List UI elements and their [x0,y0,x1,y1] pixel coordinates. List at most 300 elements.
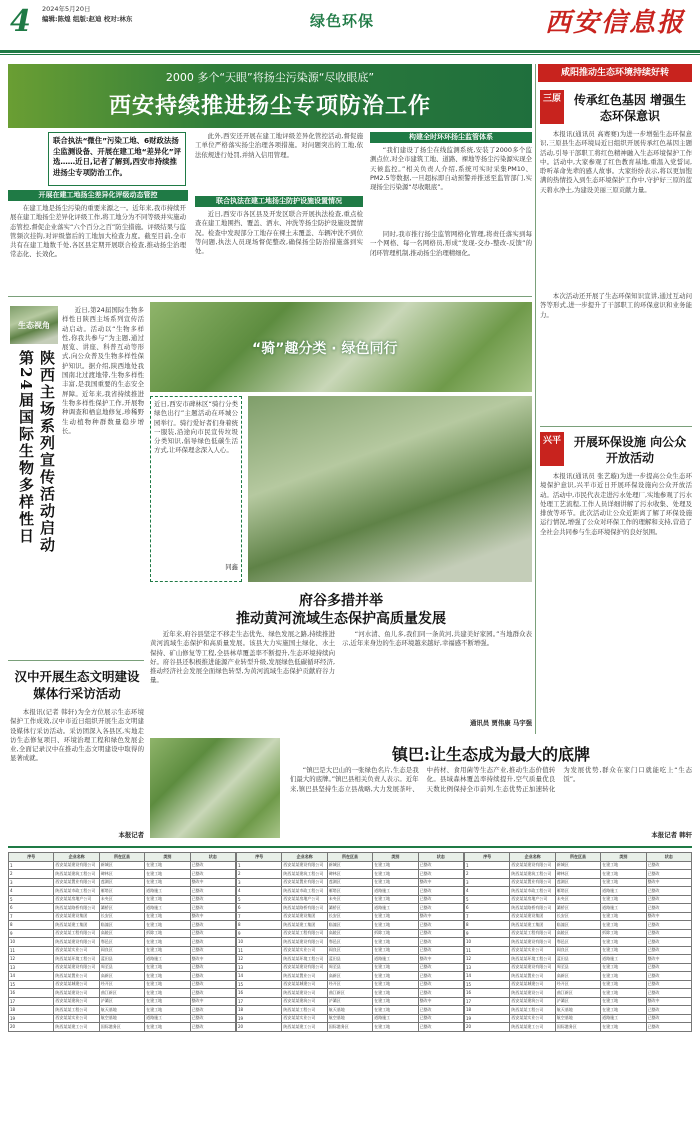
table-cell: 莲湖区 [555,878,600,887]
table-cell: 已整改 [190,1014,235,1023]
table-cell: 陕西某某路桥有限公司 [510,904,555,913]
table-cell: 道路施工 [373,904,418,913]
table-cell: 20 [465,1023,510,1032]
table-header-cell: 状态 [646,853,691,862]
col3-text2: 同时,我市推行扬尘监管网格化管理,将责任落实到每一个网格、每一名网格员,形成“发现-交办-整改-反馈”的闭环管理机制,推动扬尘治理精细化。 [370,230,532,257]
table-cell: 长安区 [99,912,144,921]
table-cell: 陕西某某环境工程公司 [54,955,99,964]
table-cell: 已整改 [418,963,463,972]
table-row [465,1014,692,1023]
table-header-cell: 类别 [145,853,190,862]
xingping-text: 本报讯(通讯员 张艺璇)为进一步提高公众生态环境保护意识,兴平市近日开展环保设施向公众开放活动。活动中,市民代表走进污水处理厂,实地参观了污水处理工艺流程,工作人员详细讲解了污水收集、处理及排放等环节。此次活动让公众近距离了解了环保设施运行情况,增强了公众对环保工作的理解和支持,营造了全社会共同参与生态环境保护的良好氛围。 [540,472,692,536]
table-row [237,989,464,998]
table-cell: 11 [237,946,282,955]
table-cell: 西安某某建设集团 [54,912,99,921]
table-row [237,1023,464,1032]
table-cell: 9 [237,929,282,938]
table-header-cell: 类别 [601,853,646,862]
table-row [465,955,692,964]
table-cell: 1 [237,861,282,870]
table-cell: 曲江新区 [99,989,144,998]
table-cell: 浐灞区 [99,997,144,1006]
table-cell: 整改中 [190,955,235,964]
table-row [9,1006,236,1015]
table-cell: 灞桥区 [555,904,600,913]
table-cell: 陕西某某环境工程公司 [510,955,555,964]
table-cell: 已整改 [646,972,691,981]
table-cell: 陕西某某建设公司 [282,989,327,998]
col3-subhead: 构建全时环环扬尘监管体系 [370,132,532,143]
table-cell: 陕西某某建工公司 [54,1023,99,1032]
table-cell: 已整改 [646,938,691,947]
lead-summary: 联合执法“微住”污染工地、6财政法扬尘监测设备、开展在建工地“差异化”评选……近日,记者了解到,西安市持续推进扬尘专项防治工作。 [48,132,186,186]
table-cell: 临潼区 [327,921,372,930]
table-cell: 已整改 [646,989,691,998]
table-cell: 陕西某某建筑工程公司 [282,870,327,879]
table-cell: 西安某某建设有限公司 [282,963,327,972]
table-cell: 已整改 [190,963,235,972]
table-cell: 西安某某实业公司 [282,946,327,955]
table-cell: 已整改 [190,921,235,930]
table-cell: 西安某某建设有限公司 [54,963,99,972]
table-cell: 在建工地 [601,921,646,930]
table-cell: 在建工地 [373,1023,418,1032]
table-cell: 高新区 [555,972,600,981]
table-cell: 阎良区 [327,946,372,955]
table-cell: 19 [465,1014,510,1023]
table-cell: 整改中 [646,878,691,887]
table-cell: 经开区 [99,980,144,989]
col3-text: “我们建设了扬尘在线监测系统,安装了2000多个监测点位,对全市建筑工地、道路、裸地等扬尘污染源实现全天候监控。”相关负责人介绍,系统可实时采集PM10、PM2.5等数据,一旦超标即自动预警并推送至监管部门,实现扬尘污染源“尽收眼底”。 [370,146,532,192]
scenery-photo [248,396,532,582]
table-cell: 6 [9,904,54,913]
table-cell: 4 [465,887,510,896]
table-cell: 陕西某某建设有限公司 [54,938,99,947]
table-cell: 在建工地 [373,997,418,1006]
table-header-cell: 状态 [190,853,235,862]
table-cell: 在建工地 [145,938,190,947]
table-cell: 20 [9,1023,54,1032]
table-cell: 在建工地 [145,870,190,879]
table-cell: 在建工地 [373,861,418,870]
table-header-cell: 企业名称 [54,853,99,862]
table-cell: 已整改 [418,861,463,870]
table-row [465,989,692,998]
table-cell: 陕西某某建工公司 [510,1023,555,1032]
table-cell: 12 [237,955,282,964]
table-cell: 西安某某工程有限公司 [282,929,327,938]
table-cell: 在建工地 [373,1006,418,1015]
table-cell: 已整改 [418,938,463,947]
table-cell: 已整改 [190,904,235,913]
table-cell: 西安某某建设有限公司 [54,861,99,870]
table-cell: 3 [9,878,54,887]
table-cell: 整改中 [190,878,235,887]
table-cell: 在建工地 [145,921,190,930]
table-cell: 在建工地 [373,980,418,989]
table-cell: 莲湖区 [327,878,372,887]
table-cell: 14 [465,972,510,981]
table-cell: 陕西某某建工公司 [282,1023,327,1032]
table-cell: 在建工地 [373,946,418,955]
table-row [9,963,236,972]
table-row [9,878,236,887]
hanzhong-headline: 汉中开展生态文明建设媒体行采访活动 [14,669,140,701]
table-row [237,912,464,921]
photo-caption: “骑”趣分类 · 绿色同行 [252,341,398,357]
table-cell: 12 [465,955,510,964]
table-cell: 陕西某某建工集团 [54,921,99,930]
quote-text: 近日,西安市碑林区“骑行分类 绿色出行”主题活动在环城公园举行。骑行爱好者们身着统一服装,沿途向市民宣传垃圾分类知识,倡导绿色低碳生活方式,让环保理念深入人心。 [154,400,238,455]
table-cell: 已整改 [646,904,691,913]
table-cell: 道路施工 [145,904,190,913]
table-cell: 已整改 [418,870,463,879]
table-cell: 航天基地 [327,1006,372,1015]
table-cell: 已整改 [190,1023,235,1032]
zhenba-headline: 镇巴:让生态成为最大的底牌 [392,745,590,764]
header-rule [0,50,700,53]
date: 2024年5月20日 [42,5,91,13]
table-cell: 5 [9,895,54,904]
table-cell: 在建工地 [145,861,190,870]
table-cell: 西安某某建设集团 [510,912,555,921]
table-header-cell: 所在区县 [327,853,372,862]
table-row [465,878,692,887]
table-cell: 已整改 [646,929,691,938]
table-cell: 鄠邑区 [555,938,600,947]
table-cell: 陕西某某路桥有限公司 [54,904,99,913]
table-cell: 陕西某某工程公司 [282,1006,327,1015]
table-row [237,929,464,938]
table-cell: 灞桥区 [99,904,144,913]
table-cell: 在建工地 [145,912,190,921]
table-cell: 碑林区 [99,870,144,879]
table-cell: 整改中 [418,955,463,964]
table-header-cell: 所在区县 [99,853,144,862]
table-cell: 在建工地 [145,946,190,955]
table-cell: 西安某某置业有限公司 [510,878,555,887]
banner-headline: 西安持续推进扬尘专项防治工作 [108,94,431,119]
table-cell: 已整改 [418,1006,463,1015]
table-cell: 已整改 [418,980,463,989]
table-cell: 道路施工 [145,887,190,896]
column-label: 生态视角 [18,321,50,330]
xingping-title: 开展环保设施 向公众开放活动 [573,435,687,465]
table-cell: 西安某某建设有限公司 [510,861,555,870]
table-cell: 整改中 [418,878,463,887]
zhenba-photo [150,738,280,838]
table-row [9,921,236,930]
table-cell: 在建工地 [373,912,418,921]
table-cell: 在建工地 [601,963,646,972]
table-cell: 高新区 [99,972,144,981]
table-cell: 已整改 [646,1014,691,1023]
table-row [237,878,464,887]
table-row [237,1014,464,1023]
table-cell: 蓝田县 [555,955,600,964]
table-row [9,955,236,964]
sanyuan-label: 三原 [540,90,564,124]
masthead: 西安信息报 [545,8,686,38]
table-cell: 整改中 [646,997,691,1006]
table-cell: 已整改 [190,972,235,981]
table-cell: 整改中 [646,955,691,964]
table-cell: 西安某某建设有限公司 [510,963,555,972]
table-cell: 曲江新区 [555,989,600,998]
table-row [237,904,464,913]
table-cell: 19 [9,1014,54,1023]
table-cell: 西安某某工程有限公司 [54,929,99,938]
table-header-cell: 类别 [373,853,418,862]
table-cell: 周至县 [327,963,372,972]
table-row [9,1014,236,1023]
table-row [9,929,236,938]
table-cell: 航空基地 [327,1014,372,1023]
table-cell: 在建工地 [373,989,418,998]
table-row [9,946,236,955]
table-row [237,887,464,896]
table-cell: 7 [465,912,510,921]
table-cell: 西安某某建筑公司 [510,997,555,1006]
table-cell: 陕西某某置业公司 [282,972,327,981]
table-cell: 西安某某实业公司 [510,946,555,955]
table-cell: 已整改 [646,980,691,989]
table-cell: 已整改 [190,870,235,879]
table-cell: 陕西某某市政工程公司 [54,887,99,896]
col1-text: 在建工地是扬尘污染的重要来源之一。近年来,我市持续开展在建工地扬尘差异化评级工作,将工地分为不同等级并实施动态管控,督促企业落实“六个百分之百”防尘措施。评级结果与监管频次挂钩,对评级靠后的工地加大检查力度。截至目前,全市共有在建工地数千处,各区县定期开展联合检查,推动扬尘治理常态化、长效化。 [10,204,186,259]
table-cell: 已整改 [190,1006,235,1015]
table-cell: 13 [9,963,54,972]
section-title: 绿色环保 [310,12,375,30]
table-cell: 西安某某房地产公司 [54,895,99,904]
table-cell: 在建工地 [601,870,646,879]
table-row [465,887,692,896]
table-cell: 高陵区 [327,929,372,938]
table-cell: 7 [9,912,54,921]
table-cell: 在建工地 [601,1023,646,1032]
table-cell: 已整改 [418,972,463,981]
hanzhong-text: 本报讯(记者 韩轩)为全方位展示生态环境保护工作成效,汉中市近日组织开展生态文明建设媒体行采访活动。采访团深入各县区,实地走访生态修复项目、环境治理工程和绿色发展企业,全面记录汉中在推动生态文明建设中取得的显著成就。 [10,708,144,763]
sanyuan-text2: 本次活动还开展了生态环保知识宣讲,通过互动问答等形式,进一步提升了干部职工的环保意识和业务能力。 [540,292,692,319]
table-row [465,1023,692,1032]
table-cell: 阎良区 [555,946,600,955]
col2-text: 此外,西安还开展在建工地评级差异化管控活动,督促施工单位严格落实扬尘治理各项措施。对问题突出的工地,依法依规进行处罚,并纳入信用管理。 [195,132,363,159]
fugu-headline-2: 推动黄河流域生态保护高质量发展 [236,611,446,627]
table-cell: 18 [465,1006,510,1015]
hanzhong-author: 本报记者 [118,831,144,839]
table-cell: 陕西某某置业公司 [54,972,99,981]
table-cell: 4 [237,887,282,896]
table-row [9,904,236,913]
table-cell: 4 [9,887,54,896]
table-cell: 18 [9,1006,54,1015]
table-cell: 已整改 [190,946,235,955]
table-cell: 高新区 [327,972,372,981]
table-header-row [237,853,464,862]
table-cell: 16 [9,989,54,998]
table-cell: 高陵区 [555,929,600,938]
table-cell: 整改中 [190,912,235,921]
table-cell: 陕西某某置业公司 [510,972,555,981]
table-cell: 国际港务区 [327,1023,372,1032]
table-cell: 已整改 [418,929,463,938]
table-cell: 西安某某房地产公司 [282,895,327,904]
table-cell: 12 [9,955,54,964]
table-cell: 新城区 [99,861,144,870]
table-row [9,997,236,1006]
col2-subhead: 联合执法在建工地扬尘防护设施设置情况 [195,196,363,207]
table-cell: 经开区 [555,980,600,989]
table-cell: 航空基地 [99,1014,144,1023]
table-row [9,972,236,981]
table-cell: 道路施工 [373,887,418,896]
table-cell: 在建工地 [373,963,418,972]
table-cell: 道路施工 [373,955,418,964]
table-header-cell: 序号 [237,853,282,862]
table-cell: 在建工地 [601,895,646,904]
fugu-text: 近年来,府谷县坚定不移走生态优先、绿色发展之路,持续推进黄河流域生态保护和高质量发展。该县大力实施国土绿化、水土保持、矿山修复等工程,全县林草覆盖率不断提升,生态环境持续向好。府谷县还积极推进能源产业转型升级,发展绿色低碳循环经济,推动经济社会发展全面绿色转型,为黄河流域生态保护贡献府谷力量。 [150,630,335,685]
table-cell: 陕西某某市政工程公司 [510,887,555,896]
table-header-cell: 序号 [9,853,54,862]
table-cell: 已整改 [646,861,691,870]
table-cell: 已整改 [418,989,463,998]
table-cell: 已整改 [190,938,235,947]
table-cell: 1 [465,861,510,870]
table-cell: 浐灞区 [327,997,372,1006]
table-cell: 14 [237,972,282,981]
table-cell: 在建工地 [601,878,646,887]
table-cell: 航天基地 [99,1006,144,1015]
table-row [465,972,692,981]
table-cell: 16 [237,989,282,998]
table-row [9,895,236,904]
table-row [465,1006,692,1015]
table-cell: 周至县 [99,963,144,972]
table-cell: 17 [9,997,54,1006]
table-cell: 已整改 [418,895,463,904]
table-cell: 在建工地 [145,963,190,972]
table-cell: 道路施工 [145,955,190,964]
table-cell: 雁塔区 [99,887,144,896]
table-cell: 已整改 [418,946,463,955]
table-cell: 西安某某建设集团 [282,912,327,921]
right-column-header: 咸阳推动生态环境持续好转 [538,64,692,82]
table-cell: 陕西某某建设有限公司 [282,938,327,947]
table-cell: 已整改 [646,1023,691,1032]
table-cell: 已整改 [418,904,463,913]
table-cell: 周至县 [555,963,600,972]
zhenba-author: 本报记者 韩轩 [651,831,692,839]
banner-kicker: 2000 多个“天眼”将扬尘污染源“尽收眼底” [165,71,375,84]
table-cell: 阎良区 [99,946,144,955]
table-cell: 9 [9,929,54,938]
table-cell: 在建工地 [601,980,646,989]
table-cell: 已整改 [646,870,691,879]
quote-box [150,396,242,582]
table-cell: 陕西某某工程公司 [54,1006,99,1015]
table-cell: 已整改 [190,887,235,896]
table-cell: 在建工地 [601,912,646,921]
table-cell: 16 [465,989,510,998]
table-cell: 在建工地 [145,972,190,981]
table-cell: 已整改 [646,895,691,904]
table-cell: 2 [9,870,54,879]
table-cell: 航空基地 [555,1014,600,1023]
table-row [237,895,464,904]
table-cell: 已整改 [646,946,691,955]
table-cell: 已整改 [190,895,235,904]
table-cell: 15 [237,980,282,989]
table-cell: 在建工地 [145,1006,190,1015]
table-row [465,980,692,989]
table-cell: 在建工地 [145,997,190,1006]
table-row [9,989,236,998]
table-cell: 15 [465,980,510,989]
table-cell: 17 [237,997,282,1006]
table-cell: 在建工地 [601,861,646,870]
sanyuan-title: 传承红色基因 增强生态环保意识 [573,93,687,123]
table-cell: 17 [465,997,510,1006]
table-cell: 西安某某建筑公司 [282,997,327,1006]
table-cell: 陕西某某建工集团 [282,921,327,930]
table-row [465,870,692,879]
column-logo [10,306,58,344]
table-cell: 曲江新区 [327,989,372,998]
table-cell: 拆除工地 [601,929,646,938]
table-cell: 陕西某某工程公司 [510,1006,555,1015]
table-cell: 1 [9,861,54,870]
table-cell: 13 [237,963,282,972]
table-cell: 整改中 [418,912,463,921]
zhenba-text: “镇巴是大巴山的一张绿色名片,生态是我们最大的底牌。”镇巴县相关负责人表示。近年来,镇巴县坚持生态立县战略,大力发展茶叶、中药材、食用菌等生态产业,推动生态价值转化。县域森林覆盖率持续提升,空气质量优良天数比例保持全市前列,生态优势正加速转化为发展优势,群众在家门口就能吃上“生态饭”。 [290,766,692,793]
table-cell: 道路施工 [601,904,646,913]
table-cell: 9 [465,929,510,938]
table-cell: 陕西某某建工集团 [510,921,555,930]
table-cell: 陕西某某市政工程公司 [282,887,327,896]
table-cell: 11 [465,946,510,955]
table-cell: 已整改 [418,887,463,896]
fugu-author: 通讯员 贾伟康 马宇强 [470,719,532,727]
table-cell: 西安某某工程有限公司 [510,929,555,938]
table-cell: 莲湖区 [99,878,144,887]
table-cell: 西安某某城建公司 [510,980,555,989]
table-cell: 浐灞区 [555,997,600,1006]
table-cell: 航天基地 [555,1006,600,1015]
table-cell: 拆除工地 [145,929,190,938]
table-cell: 经开区 [327,980,372,989]
table-cell: 长安区 [327,912,372,921]
table-cell: 20 [237,1023,282,1032]
page-number: 4 [10,4,31,39]
table-cell: 7 [237,912,282,921]
table-cell: 西安某某实业公司 [54,946,99,955]
table-cell: 8 [465,921,510,930]
table-cell: 陕西某某建设公司 [54,989,99,998]
xingping-label: 兴平 [540,432,564,466]
editors: 编辑:陈煌 组版:赵迪 校对:林东 [42,15,133,23]
table-left [8,852,236,1032]
table-cell: 3 [465,878,510,887]
table-cell: 已整改 [190,929,235,938]
table-cell: 在建工地 [373,972,418,981]
table-row [9,1023,236,1032]
table-cell: 西安某某实业公司 [510,1014,555,1023]
table-row [465,929,692,938]
table-cell: 陕西某某建设有限公司 [510,938,555,947]
table-cell: 新城区 [555,861,600,870]
table-cell: 在建工地 [373,895,418,904]
table-cell: 陕西某某建筑工程公司 [54,870,99,879]
